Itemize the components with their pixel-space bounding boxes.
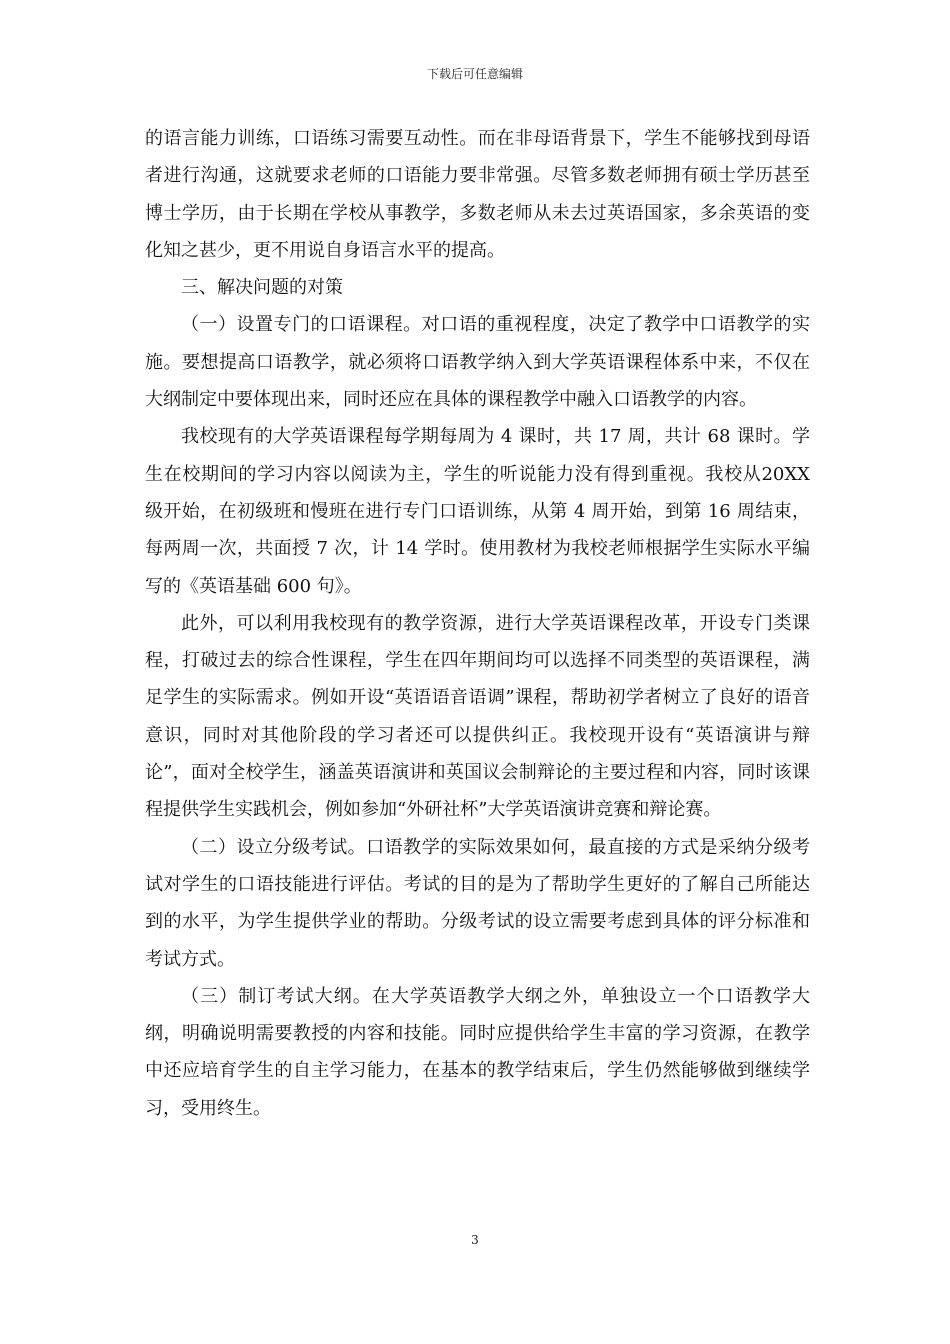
- page-header: 下载后可任意编辑: [426, 67, 523, 81]
- section-heading: 三、解决问题的对策: [181, 277, 343, 299]
- paragraph-exam-syllabus: （三）制订考试大纲。在大学英语教学大纲之外，单独设立一个口语教学大纲，明确说明需要教授的内容和技能。同时应提供给学生丰富的学习资源，在教学中还应培育学生的自主学习能力，在基本的教学结束后，学生仍然能够做到继续学习，受用终生。: [145, 985, 810, 1119]
- paragraph-graded-exam: （二）设立分级考试。口语教学的实际效果如何，最直接的方式是采纳分级考试对学生的口语技能进行评估。考试的目的是为了帮助学生更好的了解自己所能达到的水平，为学生提供学业的帮助。分级考试的设立需要考虑到具体的评分标准和考试方式。: [145, 836, 810, 970]
- paragraph-current-course: 我校现有的大学英语课程每学期每周为 4 课时，共 17 周，共计 68 课时。学生在校期间的学习内容以阅读为主，学生的听说能力没有得到重视。我校从20XX 级开始，在初级班和慢班在进行专门口语训练，从第 4 周开始，到第 16 周结束，每两周一次，共面授 7 次，计 14 学时。使用教材为我校老师根据学生实际水平编写的《英语基础 600 句》。: [145, 426, 810, 597]
- page-number: 3: [471, 1233, 479, 1247]
- paragraph-oral-course: （一）设置专门的口语课程。对口语的重视程度，决定了教学中口语教学的实施。要想提高口语教学，就必须将口语教学纳入到大学英语课程体系中来，不仅在大纲制定中要体现出来，同时还应在具体的课程教学中融入口语教学的内容。: [145, 314, 810, 411]
- paragraph-course-reform: 此外，可以利用我校现有的教学资源，进行大学英语课程改革，开设专门类课程，打破过去的综合性课程，学生在四年期间均可以选择不同类型的英语课程，满足学生的实际需求。例如开设“英语语音语调”课程，帮助初学者树立了良好的语音意识，同时对其他阶段的学习者还可以提供纠正。我校现开设有“英语演讲与辩论”，面对全校学生，涵盖英语演讲和英国议会制辩论的主要过程和内容，同时该课程提供学生实践机会，例如参加“外研社杯”大学英语演讲竞赛和辩论赛。: [145, 612, 810, 821]
- body-text: [145, 120, 810, 1127]
- paragraph-continuation: 的语言能力训练，口语练习需要互动性。而在非母语背景下，学生不能够找到母语者进行沟通，这就要求老师的口语能力要非常强。尽管多数老师拥有硕士学历甚至博士学历，由于长期在学校从事教学，多数老师从未去过英语国家，多余英语的变化知之甚少，更不用说自身语言水平的提高。: [145, 128, 810, 261]
